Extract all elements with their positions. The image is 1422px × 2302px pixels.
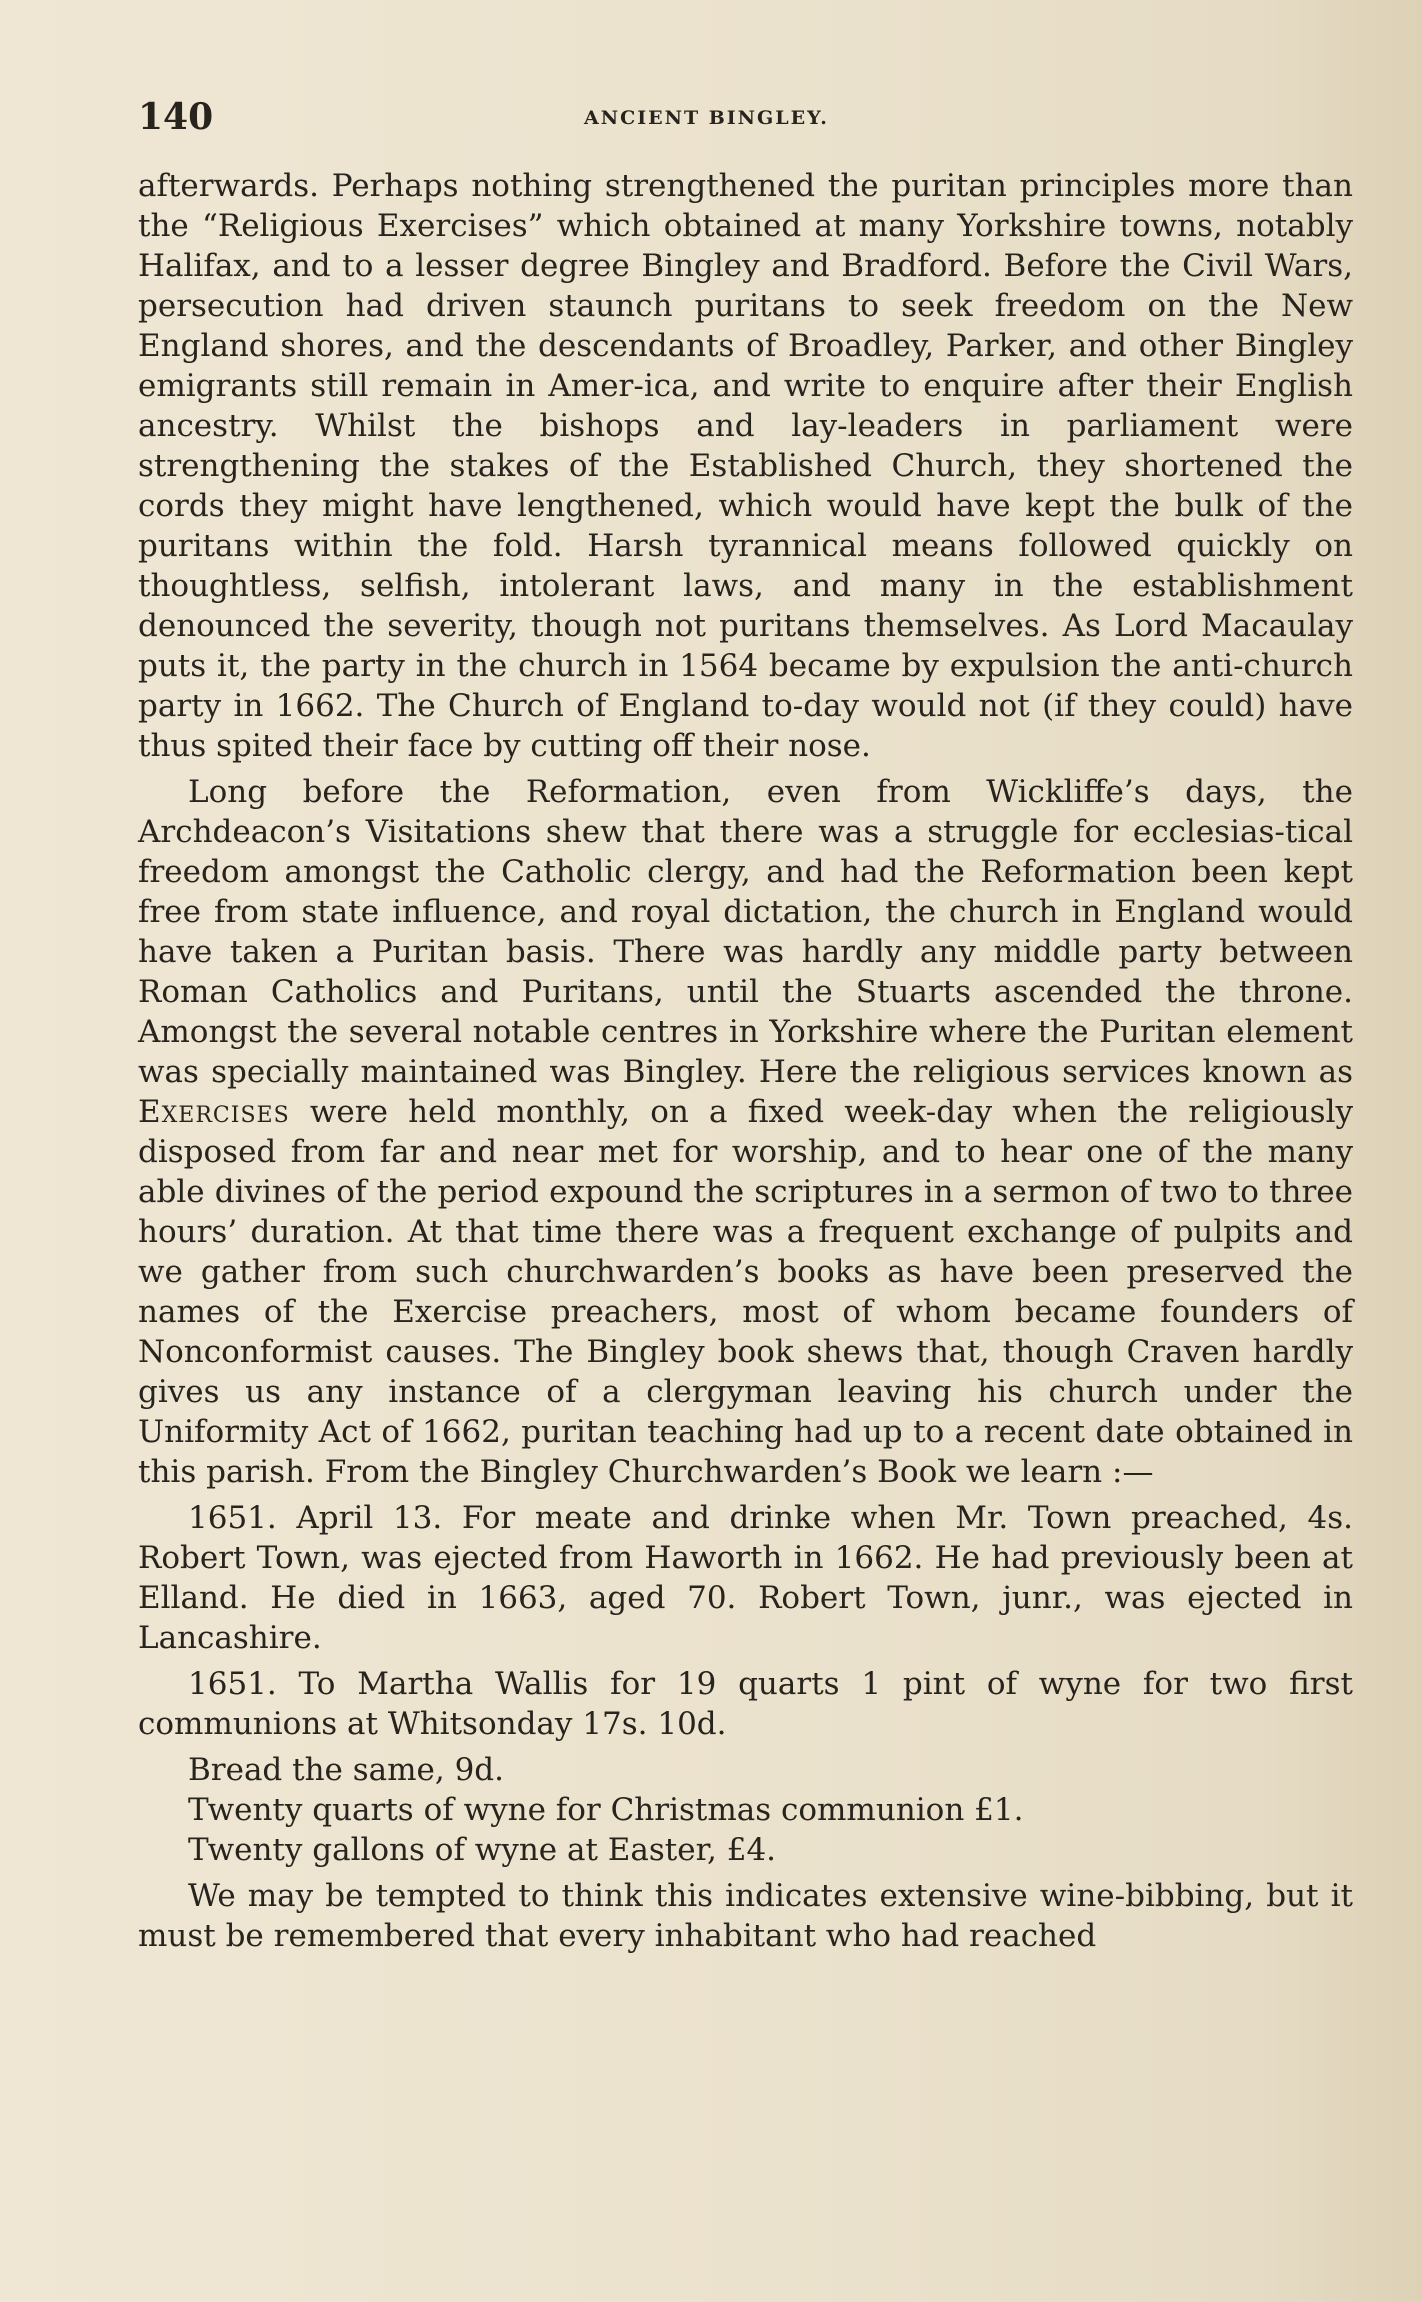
record-entry: 1651. April 13. For meate and drinke when Mr. Town preached, 4s. Robert Town, was ejected from Haworth in 1662. He had previously been at Elland. He died in 1663, aged 70. Robert Town, junr., was ejected in Lancashire. [138,1500,1353,1656]
small-caps-term: Exercises [138,1094,290,1130]
paragraph: We may be tempted to think this indicates extensive wine-bibbing, but it must be remembered that every inhabitant who had reached [138,1878,1353,1954]
page-number: 140 [138,96,214,138]
paragraph: afterwards. Perhaps nothing strengthened the puritan principles more than the “Religious Exercises” which obtained at many Yorkshire towns, notably Halifax, and to a lesser degree Bingley and Bradford. Before the Civil Wars, persecution had driven staunch puritans to seek freedom on the New England shores, and the descendants of Broadley, Parker, and other Bingley emigrants still remain in Amer-ica, and write to enquire after their English ancestry. Whilst the bishops and lay-leaders in parliament were strengthening the stakes of the Established Church, they shortened the cords they might have lengthened, which would have kept the bulk of the puritans within the fold. Harsh tyrannical means followed quickly on thoughtless, selfish, intolerant laws, and many in the establishment denounced the severity, though not puritans themselves. As Lord Macaulay puts it, the party in the church in 1564 became by expulsion the anti-church party in 1662. The Church of England to-day would not (if they could) have thus spited their face by cutting off their nose. [138,168,1353,764]
paragraph [138,772,1353,1492]
page-header [138,92,1353,142]
record-entry: 1651. To Martha Wallis for 19 quarts 1 pint of wyne for two first communions at Whitsonday 17s. 10d. [138,1666,1353,1742]
account-line: Bread the same, 9d. [188,1752,505,1788]
paragraph-text: were held monthly, on a fixed week-day when the religiously disposed from far and near met for worship, and to hear one of the many able divines of the period expound the scriptures in a sermon of two to three hours’ duration. At that time there was a frequent exchange of pulpits and we gather from such churchwarden’s books as have been preserved the names of the Exercise preachers, most of whom became founders of Nonconformist causes. The Bingley book shews that, though Craven hardly gives us any instance of a clergyman leaving his church under the Uniformity Act of 1662, puritan teaching had up to a recent date obtained in this parish. From the Bingley Churchwarden’s Book we learn :— [138,1094,1354,1490]
paragraph-text: Long before the Reformation, even from Wickliffe’s days, the Archdeacon’s Visitations shew that there was a struggle for ecclesias-tical freedom amongst the Catholic clergy, and had the Reformation been kept free from state influence, and royal dictation, the church in England would have taken a Puritan basis. There was hardly any middle party between Roman Catholics and Puritans, until the Stuarts ascended the throne. Amongst the several notable centres in Yorkshire where the Puritan element was specially maintained was Bingley. Here the religious services known as [138,774,1353,1090]
account-line: Twenty quarts of wyne for Christmas communion £1. [188,1792,1024,1828]
running-head: ANCIENT BINGLEY. [584,107,829,129]
account-line: Twenty gallons of wyne at Easter, £4. [188,1832,777,1868]
body-text [138,166,1353,1962]
